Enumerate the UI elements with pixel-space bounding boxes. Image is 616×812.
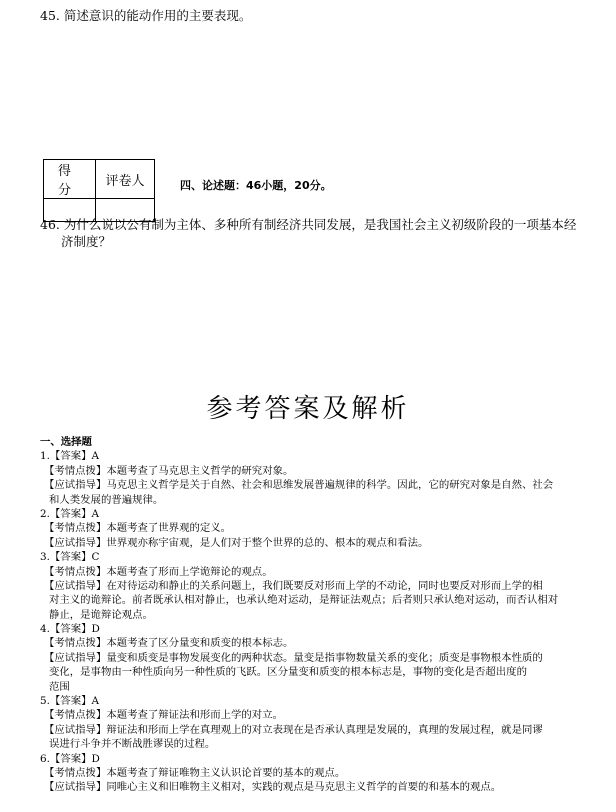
- answer-line: 2.【答案】A: [40, 507, 99, 520]
- answer-line: 范围: [49, 680, 70, 693]
- answer-line: 【考情点拨】本题考查了形而上学诡辩论的观点。: [44, 565, 273, 578]
- answer-line: 5.【答案】A: [40, 695, 99, 708]
- answer-line: 【考情点拨】本题考查了马克思主义哲学的研究对象。: [44, 464, 294, 477]
- answer-line: 【应试指导】世界观亦称宇宙观，是人们对于整个世界的总的、根本的观点和看法。: [44, 536, 429, 549]
- answer-line: 【考情点拨】本题考查了辩证唯物主义认识论首要的基本的观点。: [44, 766, 346, 779]
- answer-line: 静止，是诡辩论观点。: [49, 608, 153, 621]
- section-1-heading: 一、选择题: [40, 436, 92, 448]
- answer-title: 参考答案及解析: [206, 394, 410, 424]
- answer-line: 4.【答案】D: [40, 623, 100, 636]
- question-46-line2: 济制度？: [61, 234, 112, 249]
- score-header: 得 分: [44, 160, 96, 199]
- question-46-line1: 46. 为什么说以公有制为主体、多种所有制经济共同发展，是我国社会主义初级阶段的一项基本经: [40, 217, 577, 232]
- section-4-heading: 四、论述题：46小题，20分。: [180, 179, 332, 192]
- answer-line: 【应试指导】在对待运动和静止的关系问题上，我们既要反对形而上学的不动论，同时也要反对形而上学的相: [44, 579, 543, 592]
- score-table: [43, 159, 155, 222]
- question-45: 45. 简述意识的能动作用的主要表现。: [40, 8, 252, 23]
- answer-line: 3.【答案】C: [40, 551, 100, 564]
- answer-line: 6.【答案】D: [40, 752, 100, 765]
- answer-line: 【考情点拨】本题考查了辩证法和形而上学的对立。: [44, 709, 283, 722]
- answer-line: 变化，是事物由一种性质向另一种性质的飞跃。区分量变和质变的根本标志是，事物的变化是否超出度的: [49, 666, 527, 679]
- answer-line: 1.【答案】A: [40, 450, 99, 463]
- answer-line: 【考情点拨】本题考查了世界观的定义。: [44, 522, 232, 535]
- answer-line: 【应试指导】马克思主义哲学是关于自然、社会和思维发展普遍规律的科学。因此，它的研究对象是自然、社会: [44, 479, 554, 492]
- answer-line: 对主义的诡辩论。前者既承认相对静止，也承认绝对运动，是辩证法观点；后者则只承认绝对运动，而否认相对: [49, 594, 559, 607]
- answer-line: 误进行斗争并不断战胜谬误的过程。: [49, 738, 216, 751]
- answer-section: [40, 435, 580, 795]
- answer-line: 【考情点拨】本题考查了区分量变和质变的根本标志。: [44, 637, 294, 650]
- answer-line: 和人类发展的普遍规律。: [49, 493, 164, 506]
- grader-header: 评卷人: [96, 160, 155, 199]
- answer-line: 【应试指导】同唯心主义和旧唯物主义相对，实践的观点是马克思主义哲学的首要的和基本的观点。: [44, 781, 502, 794]
- answer-line: 【应试指导】辩证法和形而上学在真理观上的对立表现在是否承认真理是发展的，真理的发展过程，就是同谬: [44, 723, 543, 736]
- answer-line: 【应试指导】量变和质变是事物发展变化的两种状态。量变是指事物数量关系的变化；质变是事物根本性质的: [44, 651, 543, 664]
